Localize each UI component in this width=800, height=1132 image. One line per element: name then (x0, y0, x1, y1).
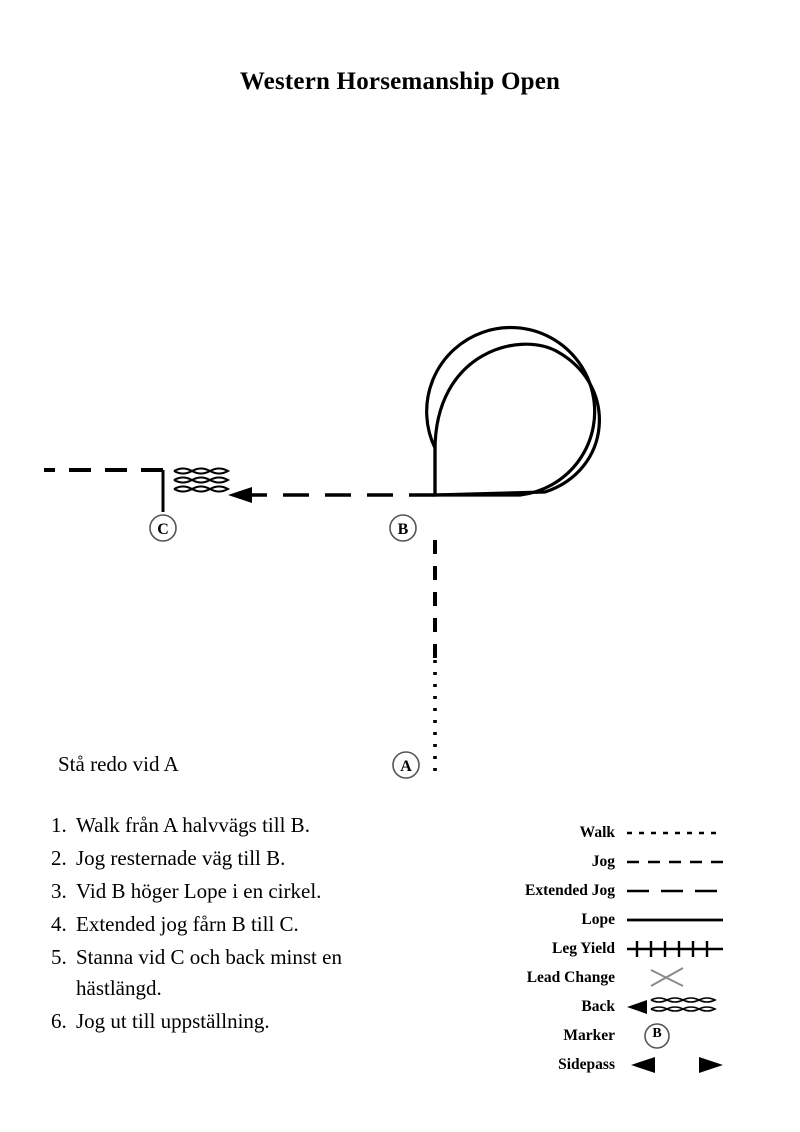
legend-label: Back (581, 997, 615, 1015)
legend-row-walk (470, 818, 740, 847)
marker-b (390, 515, 416, 541)
legend-label: Extended Jog (525, 881, 615, 899)
legend-row-back (470, 992, 740, 1021)
jog-line-icon (625, 848, 733, 876)
legend-row-extended-jog (470, 876, 740, 905)
marker-circle-icon (625, 1022, 733, 1050)
legend-label: Jog (591, 852, 615, 870)
legend-label: Lead Change (526, 968, 615, 986)
back-coils (174, 469, 228, 492)
lead-change-icon (625, 964, 733, 992)
pattern-steps-list (44, 810, 402, 1040)
list-item: 1. Walk från A halvvägs till B. (72, 810, 402, 841)
legend-row-marker (470, 1021, 740, 1050)
svg-text:B: B (397, 521, 409, 538)
legend-row-lead-change (470, 963, 740, 992)
marker-circle-label: B (652, 1025, 662, 1041)
marker-c (150, 515, 176, 541)
legend-row-sidepass (470, 1050, 740, 1079)
legend-label: Walk (579, 823, 615, 841)
back-arrow-icon (625, 993, 733, 1021)
legend-label: Leg Yield (552, 939, 615, 957)
lope-circle-path (427, 328, 595, 495)
walk-line-icon (625, 819, 733, 847)
lope-line-icon (625, 906, 733, 934)
extended-jog-line-icon (625, 877, 733, 905)
list-item: 2. Jog resternade väg till B. (72, 843, 402, 874)
svg-text:C: C (157, 521, 169, 538)
sidepass-arrows-icon (625, 1051, 733, 1079)
page-title: Western Horsemanship Open (239, 68, 561, 95)
lope-circle-outline (435, 344, 599, 495)
list-item: 4. Extended jog fårn B till C. (72, 909, 402, 940)
marker-a (393, 752, 419, 778)
extended-jog-arrowhead (228, 487, 252, 503)
legend-row-jog (470, 847, 740, 876)
legend-label: Lope (581, 910, 615, 928)
leg-yield-icon (625, 935, 733, 963)
list-item: 3. Vid B höger Lope i en cirkel. (72, 876, 402, 907)
list-item: 5. Stanna vid C och back minst en hästlängd. (72, 942, 402, 1004)
ready-position-text: Stå redo vid A (58, 752, 179, 776)
legend-label: Marker (563, 1026, 615, 1044)
legend (470, 818, 740, 1079)
legend-label: Sidepass (558, 1055, 615, 1073)
list-item: 6. Jog ut till uppställning. (72, 1006, 402, 1037)
legend-row-leg-yield (470, 934, 740, 963)
svg-text:A: A (400, 758, 412, 775)
legend-row-lope (470, 905, 740, 934)
